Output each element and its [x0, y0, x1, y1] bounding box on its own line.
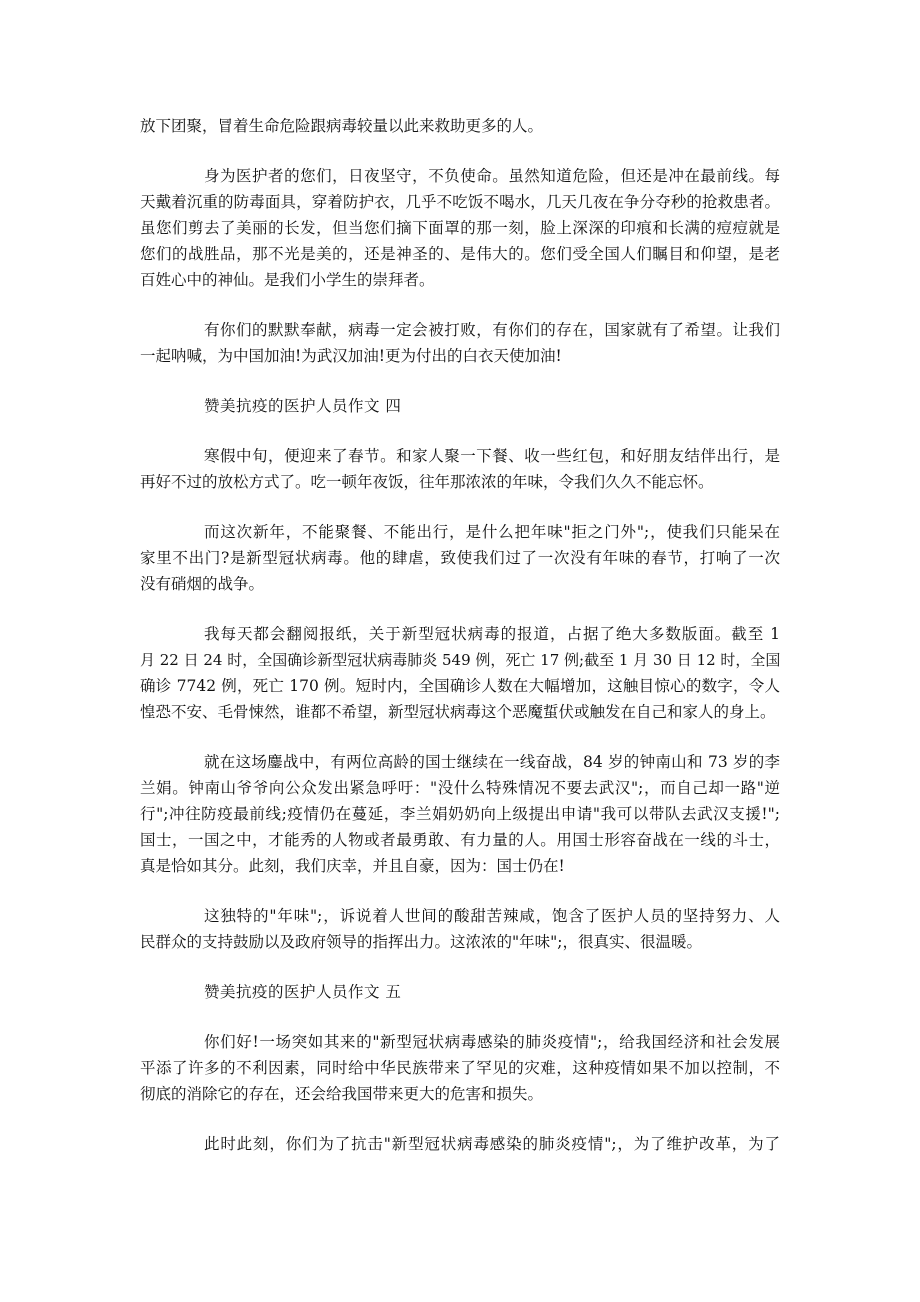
text-line: 就在这场鏖战中，有两位高龄的国士继续在一线奋战，84 岁的钟南山和 73 岁的李 — [204, 753, 780, 771]
text-line: 寒假中旬，便迎来了春节。和家人聚一下餐、收一些红包，和好朋友结伴出行，是 — [204, 447, 780, 465]
text-line: 有你们的默默奉献，病毒一定会被打败，有你们的存在，国家就有了希望。让我们 — [204, 321, 780, 339]
text-line: 我每天都会翻阅报纸，关于新型冠状病毒的报道，占据了绝大多数版面。截至 1 — [204, 625, 780, 643]
text-line: 一起呐喊，为中国加油!为武汉加油!更为付出的白衣天使加油! — [140, 347, 562, 365]
text-line: 月 22 日 24 时，全国确诊新型冠状病毒肺炎 549 例，死亡 17 例;截至 1 月 30 日 12 时，全国 — [140, 651, 780, 669]
text-line: 百姓心中的神仙。是我们小学生的崇拜者。 — [140, 271, 435, 289]
text-line: 彻底的消除它的存在，还会给我国带来更大的危害和损失。 — [140, 1085, 544, 1103]
text-line: 没有硝烟的战争。 — [140, 575, 265, 593]
text-line: 确诊 7742 例，死亡 170 例。短时内，全国确诊人数在大幅增加，这触目惊心的数字，令人 — [140, 677, 780, 695]
text-line: 而这次新年，不能聚餐、不能出行，是什么把年味"拒之门外";，使我们只能呆在 — [204, 523, 780, 541]
text-line: 民群众的支持鼓励以及政府领导的指挥出力。这浓浓的"年味";，很真实、很温暖。 — [140, 933, 702, 951]
section-heading: 赞美抗疫的医护人员作文 五 — [204, 983, 402, 1001]
text-line: 这独特的"年味";，诉说着人世间的酸甜苦辣咸，饱含了医护人员的坚持努力、人 — [204, 907, 780, 925]
text-line: 放下团聚，冒着生命危险跟病毒较量以此来救助更多的人。 — [140, 117, 544, 135]
text-line: 家里不出门?是新型冠状病毒。他的肆虐，致使我们过了一次没有年味的春节，打响了一次 — [140, 549, 780, 567]
text-line: 兰娟。钟南山爷爷向公众发出紧急呼吁："没什么特殊情况不要去武汉";，而自己却一路"逆 — [140, 779, 780, 797]
text-line: 虽您们剪去了美丽的长发，但当您们摘下面罩的那一刻，脸上深深的印痕和长满的痘痘就是 — [140, 219, 780, 237]
text-line: 行";冲往防疫最前线;疫情仍在蔓延，李兰娟奶奶向上级提出申请"我可以带队去武汉支援!"; — [140, 805, 780, 823]
text-line: 身为医护者的您们，日夜坚守，不负使命。虽然知道危险，但还是冲在最前线。每 — [204, 167, 780, 185]
text-line: 天戴着沉重的防毒面具，穿着防护衣，几乎不吃饭不喝水，几天几夜在争分夺秒的抢救患者。 — [140, 193, 780, 211]
text-line: 惶恐不安、毛骨悚然，谁都不希望，新型冠状病毒这个恶魔蜇伏或触发在自己和家人的身上。 — [140, 703, 776, 721]
text-line: 再好不过的放松方式了。吃一顿年夜饭，往年那浓浓的年味，令我们久久不能忘怀。 — [140, 473, 714, 491]
text-line: 您们的战胜品，那不光是美的，还是神圣的、是伟大的。您们受全国人们瞩目和仰望，是老 — [140, 245, 780, 263]
text-line: 此时此刻，你们为了抗击"新型冠状病毒感染的肺炎疫情";，为了维护改革，为了 — [204, 1135, 780, 1153]
text-line: 国士，一国之中，才能秀的人物或者最勇敢、有力量的人。用国士形容奋战在一线的斗士， — [140, 831, 780, 849]
text-line: 你们好!一场突如其来的"新型冠状病毒感染的肺炎疫情";，给我国经济和社会发展 — [204, 1033, 780, 1051]
text-line: 真是恰如其分。此刻，我们庆幸，并且自豪，因为：国士仍在! — [140, 857, 565, 875]
text-line: 平添了许多的不利因素，同时给中华民族带来了罕见的灾难，这种疫情如果不加以控制，不 — [140, 1059, 780, 1077]
section-heading: 赞美抗疫的医护人员作文 四 — [204, 397, 402, 415]
